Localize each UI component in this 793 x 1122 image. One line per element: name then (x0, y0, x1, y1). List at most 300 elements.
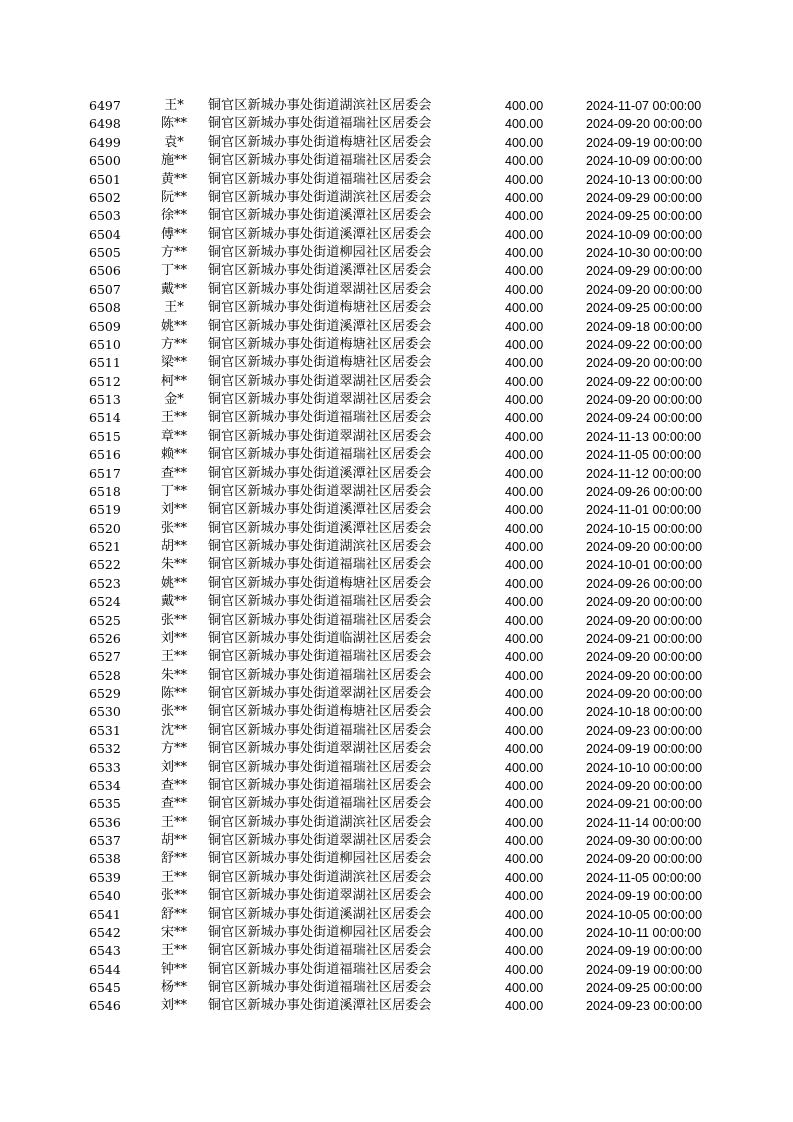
record-amount: 400.00 (505, 466, 544, 481)
record-date: 2024-09-19 00:00:00 (586, 135, 703, 150)
record-date: 2024-11-07 00:00:00 (586, 99, 702, 113)
record-date: 2024-09-20 00:00:00 (586, 613, 703, 628)
record-name: 沈** (160, 722, 187, 738)
record-name: 王* (164, 98, 184, 113)
record-amount: 400.00 (505, 852, 544, 867)
record-date: 2024-09-22 00:00:00 (586, 374, 703, 389)
record-organization: 铜官区新城办事处街道溪潭社区居委会 (208, 226, 432, 242)
record-name: 王** (160, 869, 187, 885)
record-amount: 400.00 (505, 190, 544, 205)
record-organization: 铜官区新城办事处街道翠湖社区居委会 (208, 428, 432, 444)
record-organization: 铜官区新城办事处街道翠湖社区居委会 (208, 392, 432, 407)
record-name: 王** (160, 814, 187, 830)
record-number: 6540 (89, 888, 121, 904)
record-number: 6516 (89, 447, 121, 463)
record-organization: 铜官区新城办事处街道湖滨社区居委会 (208, 539, 432, 554)
table-row (0, 446, 793, 464)
record-amount: 400.00 (505, 117, 544, 132)
record-number: 6537 (89, 833, 121, 848)
record-name: 戴** (160, 281, 187, 297)
record-amount: 400.00 (505, 99, 544, 113)
table-row (0, 906, 793, 924)
table-row (0, 850, 793, 868)
record-date: 2024-09-21 00:00:00 (586, 631, 703, 646)
record-name: 柯** (160, 373, 187, 389)
record-date: 2024-10-15 00:00:00 (586, 521, 703, 536)
record-name: 章** (160, 428, 187, 444)
record-number: 6513 (89, 392, 121, 407)
record-amount: 400.00 (505, 999, 544, 1014)
record-organization: 铜官区新城办事处街道湖滨社区居委会 (208, 98, 432, 113)
record-organization: 铜官区新城办事处街道翠湖社区居委会 (208, 373, 432, 389)
record-organization: 铜官区新城办事处街道梅塘社区居委会 (208, 336, 432, 352)
record-organization: 铜官区新城办事处街道福瑞社区居委会 (208, 759, 432, 775)
record-name: 赖** (160, 447, 187, 463)
record-date: 2024-11-13 00:00:00 (586, 429, 702, 444)
table-row (0, 115, 793, 133)
table-row (0, 373, 793, 391)
record-number: 6500 (89, 153, 121, 169)
record-name: 朱** (160, 667, 187, 683)
record-organization: 铜官区新城办事处街道福瑞社区居委会 (208, 943, 432, 959)
record-name: 张** (160, 704, 187, 720)
record-number: 6508 (89, 300, 121, 316)
record-number: 6525 (89, 612, 121, 628)
record-organization: 铜官区新城办事处街道福瑞社区居委会 (208, 612, 432, 628)
record-number: 6517 (89, 465, 121, 481)
record-amount: 400.00 (505, 558, 544, 573)
record-amount: 400.00 (505, 393, 544, 407)
record-amount: 400.00 (505, 668, 544, 683)
table-row (0, 281, 793, 299)
record-number: 6507 (89, 281, 121, 297)
record-number: 6523 (89, 575, 121, 591)
record-organization: 铜官区新城办事处街道福瑞社区居委会 (208, 171, 432, 187)
table-row (0, 428, 793, 446)
record-name: 刘** (160, 502, 187, 518)
record-number: 6498 (89, 116, 121, 132)
record-number: 6538 (89, 851, 121, 867)
record-name: 钟** (160, 961, 187, 977)
record-amount: 400.00 (505, 815, 544, 830)
record-number: 6503 (89, 208, 121, 224)
record-name: 袁* (164, 134, 184, 150)
table-row (0, 685, 793, 703)
record-number: 6521 (89, 539, 121, 554)
record-organization: 铜官区新城办事处街道福瑞社区居委会 (208, 594, 432, 610)
record-date: 2024-09-26 00:00:00 (586, 576, 703, 591)
record-date: 2024-09-29 00:00:00 (586, 190, 703, 205)
record-date: 2024-09-19 00:00:00 (586, 944, 703, 959)
record-amount: 400.00 (505, 650, 544, 665)
record-amount: 400.00 (505, 319, 544, 334)
record-number: 6520 (89, 520, 121, 536)
record-name: 刘** (160, 630, 187, 646)
record-organization: 铜官区新城办事处街道溪潭社区居委会 (208, 502, 432, 518)
record-date: 2024-09-20 00:00:00 (586, 595, 703, 610)
record-amount: 400.00 (505, 154, 544, 169)
record-amount: 400.00 (505, 962, 544, 977)
record-amount: 400.00 (505, 521, 544, 536)
record-date: 2024-09-20 00:00:00 (586, 668, 703, 683)
record-date: 2024-09-20 00:00:00 (586, 687, 703, 701)
record-date: 2024-09-18 00:00:00 (586, 319, 703, 334)
table-row (0, 612, 793, 630)
record-date: 2024-10-09 00:00:00 (586, 154, 703, 169)
record-date: 2024-10-01 00:00:00 (586, 558, 703, 573)
record-number: 6535 (89, 796, 121, 812)
record-organization: 铜官区新城办事处街道溪潭社区居委会 (208, 263, 432, 279)
table-row (0, 759, 793, 777)
table-row (0, 777, 793, 795)
record-amount: 400.00 (505, 778, 544, 793)
table-row (0, 244, 793, 262)
record-name: 胡** (160, 833, 187, 848)
table-row (0, 630, 793, 648)
record-number: 6514 (89, 410, 121, 426)
record-number: 6542 (89, 924, 121, 940)
table-row (0, 538, 793, 556)
record-amount: 400.00 (505, 631, 544, 646)
record-date: 2024-10-11 00:00:00 (586, 925, 702, 940)
record-organization: 铜官区新城办事处街道溪潭社区居委会 (208, 208, 432, 224)
table-row (0, 465, 793, 483)
record-amount: 400.00 (505, 797, 544, 812)
record-amount: 400.00 (505, 448, 544, 463)
table-row (0, 740, 793, 758)
record-name: 王* (164, 300, 184, 316)
record-number: 6519 (89, 502, 121, 518)
record-date: 2024-11-12 00:00:00 (586, 466, 702, 481)
record-number: 6497 (89, 98, 121, 113)
record-name: 陈** (160, 686, 187, 701)
record-organization: 铜官区新城办事处街道湖滨社区居委会 (208, 814, 432, 830)
table-row (0, 318, 793, 336)
record-organization: 铜官区新城办事处街道福瑞社区居委会 (208, 153, 432, 169)
table-row (0, 134, 793, 152)
table-row (0, 226, 793, 244)
record-amount: 400.00 (505, 723, 544, 738)
record-date: 2024-09-25 00:00:00 (586, 209, 703, 224)
record-number: 6511 (89, 355, 121, 371)
table-row (0, 97, 793, 115)
record-number: 6501 (89, 171, 121, 187)
table-row (0, 336, 793, 354)
record-number: 6515 (89, 428, 121, 444)
record-date: 2024-11-01 00:00:00 (586, 503, 702, 518)
record-amount: 400.00 (505, 503, 544, 518)
record-organization: 铜官区新城办事处街道福瑞社区居委会 (208, 777, 432, 793)
record-name: 梁** (160, 355, 187, 371)
table-row (0, 409, 793, 427)
record-number: 6543 (89, 943, 121, 959)
record-amount: 400.00 (505, 209, 544, 224)
record-name: 朱** (160, 557, 187, 573)
record-organization: 铜官区新城办事处街道湖滨社区居委会 (208, 189, 432, 205)
record-name: 王** (160, 649, 187, 665)
table-row (0, 262, 793, 280)
record-organization: 铜官区新城办事处街道溪潭社区居委会 (208, 318, 432, 334)
record-organization: 铜官区新城办事处街道梅塘社区居委会 (208, 134, 432, 150)
record-date: 2024-09-25 00:00:00 (586, 981, 703, 995)
record-amount: 400.00 (505, 264, 544, 279)
table-row (0, 832, 793, 850)
table-row (0, 942, 793, 960)
record-date: 2024-10-05 00:00:00 (586, 907, 703, 922)
record-name: 张** (160, 888, 187, 904)
record-date: 2024-09-24 00:00:00 (586, 411, 703, 426)
record-number: 6506 (89, 263, 121, 279)
table-row (0, 189, 793, 207)
record-date: 2024-09-30 00:00:00 (586, 834, 703, 848)
record-date: 2024-09-29 00:00:00 (586, 264, 703, 279)
table-row (0, 207, 793, 225)
record-name: 舒** (160, 906, 187, 922)
record-name: 方** (160, 245, 187, 260)
record-organization: 铜官区新城办事处街道梅塘社区居委会 (208, 300, 432, 316)
record-name: 舒** (160, 851, 187, 867)
record-organization: 铜官区新城办事处街道梅塘社区居委会 (208, 355, 432, 371)
record-organization: 铜官区新城办事处街道福瑞社区居委会 (208, 796, 432, 812)
record-name: 张** (160, 520, 187, 536)
records-table (0, 97, 793, 1016)
record-date: 2024-09-19 00:00:00 (586, 889, 703, 904)
table-row (0, 887, 793, 905)
table-row (0, 703, 793, 721)
table-row (0, 795, 793, 813)
record-date: 2024-09-26 00:00:00 (586, 484, 703, 499)
record-name: 刘** (160, 759, 187, 775)
record-name: 胡** (160, 539, 187, 554)
table-row (0, 391, 793, 409)
record-date: 2024-09-23 00:00:00 (586, 723, 703, 738)
record-name: 查** (160, 796, 187, 812)
record-number: 6545 (89, 980, 121, 995)
table-row (0, 667, 793, 685)
table-row (0, 814, 793, 832)
record-name: 查** (160, 465, 187, 481)
record-organization: 铜官区新城办事处街道福瑞社区居委会 (208, 557, 432, 573)
record-organization: 铜官区新城办事处街道溪潭社区居委会 (208, 520, 432, 536)
record-amount: 400.00 (505, 374, 544, 389)
record-amount: 400.00 (505, 705, 544, 720)
record-number: 6528 (89, 667, 121, 683)
record-amount: 400.00 (505, 944, 544, 959)
table-row (0, 152, 793, 170)
record-amount: 400.00 (505, 282, 544, 297)
record-number: 6524 (89, 594, 121, 610)
record-organization: 铜官区新城办事处街道溪潭社区居委会 (208, 998, 432, 1014)
record-date: 2024-09-20 00:00:00 (586, 650, 703, 665)
table-row (0, 520, 793, 538)
record-organization: 铜官区新城办事处街道翠湖社区居委会 (208, 888, 432, 904)
record-name: 方** (160, 336, 187, 352)
record-organization: 铜官区新城办事处街道翠湖社区居委会 (208, 833, 432, 848)
record-date: 2024-09-19 00:00:00 (586, 742, 703, 757)
record-number: 6531 (89, 722, 121, 738)
record-amount: 400.00 (505, 135, 544, 150)
record-name: 傅** (160, 226, 187, 242)
record-amount: 400.00 (505, 925, 544, 940)
record-number: 6518 (89, 483, 121, 499)
record-name: 戴** (160, 594, 187, 610)
record-name: 杨** (160, 980, 187, 995)
record-amount: 400.00 (505, 540, 544, 554)
record-number: 6541 (89, 906, 121, 922)
record-number: 6533 (89, 759, 121, 775)
record-amount: 400.00 (505, 687, 544, 701)
record-date: 2024-09-23 00:00:00 (586, 999, 703, 1014)
record-date: 2024-09-20 00:00:00 (586, 852, 703, 867)
record-amount: 400.00 (505, 227, 544, 242)
record-date: 2024-10-30 00:00:00 (586, 246, 703, 260)
table-row (0, 556, 793, 574)
record-number: 6530 (89, 704, 121, 720)
record-date: 2024-11-14 00:00:00 (586, 815, 702, 830)
record-amount: 400.00 (505, 484, 544, 499)
record-amount: 400.00 (505, 576, 544, 591)
record-organization: 铜官区新城办事处街道福瑞社区居委会 (208, 980, 432, 995)
table-row (0, 924, 793, 942)
record-organization: 铜官区新城办事处街道福瑞社区居委会 (208, 667, 432, 683)
record-amount: 400.00 (505, 760, 544, 775)
record-number: 6532 (89, 741, 121, 757)
record-amount: 400.00 (505, 834, 544, 848)
record-date: 2024-09-20 00:00:00 (586, 778, 703, 793)
record-name: 姚** (160, 575, 187, 591)
record-date: 2024-10-13 00:00:00 (586, 172, 703, 187)
record-organization: 铜官区新城办事处街道临湖社区居委会 (208, 630, 432, 646)
record-number: 6504 (89, 226, 121, 242)
record-organization: 铜官区新城办事处街道柳园社区居委会 (208, 245, 432, 260)
record-amount: 400.00 (505, 889, 544, 904)
record-organization: 铜官区新城办事处街道柳园社区居委会 (208, 924, 432, 940)
record-name: 刘** (160, 998, 187, 1014)
record-date: 2024-10-18 00:00:00 (586, 705, 703, 720)
record-date: 2024-09-20 00:00:00 (586, 393, 703, 407)
record-name: 阮** (160, 189, 187, 205)
record-name: 施** (160, 153, 187, 169)
record-organization: 铜官区新城办事处街道福瑞社区居委会 (208, 961, 432, 977)
record-organization: 铜官区新城办事处街道福瑞社区居委会 (208, 649, 432, 665)
record-date: 2024-09-19 00:00:00 (586, 962, 703, 977)
record-amount: 400.00 (505, 595, 544, 610)
table-row (0, 961, 793, 979)
record-number: 6534 (89, 777, 121, 793)
table-row (0, 593, 793, 611)
record-name: 方** (160, 741, 187, 757)
record-amount: 400.00 (505, 981, 544, 995)
record-name: 姚** (160, 318, 187, 334)
record-amount: 400.00 (505, 356, 544, 371)
record-organization: 铜官区新城办事处街道福瑞社区居委会 (208, 447, 432, 463)
record-number: 6529 (89, 686, 121, 701)
table-row (0, 979, 793, 997)
table-row (0, 869, 793, 887)
record-name: 金* (164, 392, 184, 407)
record-date: 2024-11-05 00:00:00 (586, 448, 702, 463)
record-amount: 400.00 (505, 246, 544, 260)
table-row (0, 483, 793, 501)
record-organization: 铜官区新城办事处街道翠湖社区居委会 (208, 741, 432, 757)
record-date: 2024-11-05 00:00:00 (586, 870, 702, 885)
record-name: 王** (160, 943, 187, 959)
record-number: 6512 (89, 373, 121, 389)
table-row (0, 299, 793, 317)
record-date: 2024-10-10 00:00:00 (586, 760, 703, 775)
record-number: 6509 (89, 318, 121, 334)
record-name: 徐** (160, 208, 187, 224)
record-amount: 400.00 (505, 337, 544, 352)
table-row (0, 575, 793, 593)
record-date: 2024-10-09 00:00:00 (586, 227, 703, 242)
record-amount: 400.00 (505, 411, 544, 426)
record-number: 6539 (89, 869, 121, 885)
record-name: 丁** (160, 263, 187, 279)
record-organization: 铜官区新城办事处街道湖滨社区居委会 (208, 869, 432, 885)
record-organization: 铜官区新城办事处街道溪湖社区居委会 (208, 906, 432, 922)
record-organization: 铜官区新城办事处街道福瑞社区居委会 (208, 722, 432, 738)
record-amount: 400.00 (505, 172, 544, 187)
record-organization: 铜官区新城办事处街道柳园社区居委会 (208, 851, 432, 867)
table-row (0, 354, 793, 372)
record-amount: 400.00 (505, 429, 544, 444)
record-date: 2024-09-20 00:00:00 (586, 356, 703, 371)
record-number: 6526 (89, 630, 121, 646)
record-organization: 铜官区新城办事处街道翠湖社区居委会 (208, 483, 432, 499)
record-amount: 400.00 (505, 907, 544, 922)
record-amount: 400.00 (505, 870, 544, 885)
record-number: 6499 (89, 134, 121, 150)
record-name: 查** (160, 777, 187, 793)
record-organization: 铜官区新城办事处街道溪潭社区居委会 (208, 465, 432, 481)
table-row (0, 997, 793, 1015)
record-number: 6527 (89, 649, 121, 665)
record-number: 6546 (89, 998, 121, 1014)
record-organization: 铜官区新城办事处街道梅塘社区居委会 (208, 704, 432, 720)
record-organization: 铜官区新城办事处街道翠湖社区居委会 (208, 686, 432, 701)
record-date: 2024-09-21 00:00:00 (586, 797, 703, 812)
record-amount: 400.00 (505, 301, 544, 316)
record-name: 宋** (160, 924, 187, 940)
record-number: 6522 (89, 557, 121, 573)
record-number: 6544 (89, 961, 121, 977)
record-number: 6510 (89, 336, 121, 352)
record-organization: 铜官区新城办事处街道翠湖社区居委会 (208, 281, 432, 297)
table-row (0, 722, 793, 740)
table-row (0, 648, 793, 666)
record-number: 6502 (89, 189, 121, 205)
record-name: 黄** (160, 171, 187, 187)
record-date: 2024-09-25 00:00:00 (586, 301, 703, 316)
record-name: 张** (160, 612, 187, 628)
record-organization: 铜官区新城办事处街道福瑞社区居委会 (208, 116, 432, 132)
table-row (0, 501, 793, 519)
record-amount: 400.00 (505, 613, 544, 628)
record-name: 王** (160, 410, 187, 426)
record-organization: 铜官区新城办事处街道福瑞社区居委会 (208, 410, 432, 426)
record-date: 2024-09-20 00:00:00 (586, 282, 703, 297)
record-date: 2024-09-20 00:00:00 (586, 117, 703, 132)
table-row (0, 171, 793, 189)
record-number: 6536 (89, 814, 121, 830)
record-number: 6505 (89, 245, 121, 260)
record-date: 2024-09-20 00:00:00 (586, 540, 703, 554)
record-name: 丁** (160, 483, 187, 499)
record-organization: 铜官区新城办事处街道梅塘社区居委会 (208, 575, 432, 591)
record-date: 2024-09-22 00:00:00 (586, 337, 703, 352)
record-name: 陈** (160, 116, 187, 132)
